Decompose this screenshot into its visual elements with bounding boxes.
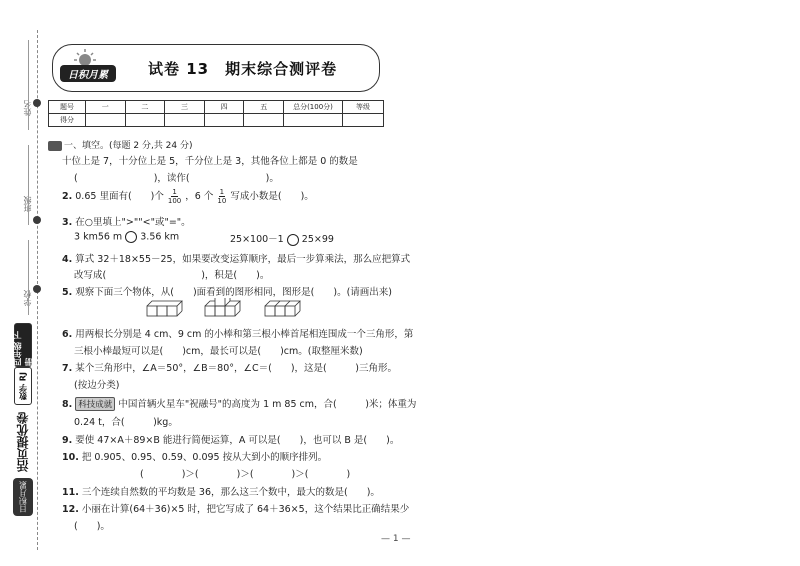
name-write-line xyxy=(28,40,29,130)
question-number: 2. xyxy=(62,191,73,202)
question-text: 观察下面三个物体，从( )面看到的图形相同，图形是( )。(请画出来) xyxy=(75,287,393,298)
question-1-line-2 xyxy=(74,170,279,184)
name-label: 姓名 xyxy=(23,100,32,116)
question-number: 11. xyxy=(62,487,79,498)
question-12-line-2 xyxy=(74,518,110,532)
question-1-line-1 xyxy=(62,153,358,167)
side-logo: 日积月累 xyxy=(13,478,33,516)
question-text: 要使 47×A＋89×B 能进行简便运算，A 可以是( )，也可以 B 是( )。 xyxy=(75,435,400,446)
brand-logo xyxy=(60,48,116,86)
score-row-label: 得分 xyxy=(49,114,86,127)
question-text: 把 0.905、0.95、0.59、0.095 按从大到小的顺序排列。 xyxy=(81,452,328,463)
answer-circle[interactable] xyxy=(125,231,137,243)
question-4-line-2 xyxy=(74,267,269,281)
question-3-compare-2 xyxy=(230,231,334,246)
cube-figure-2 xyxy=(205,298,240,316)
series-label: 活页提优卷 xyxy=(16,412,30,472)
question-7-line-1 xyxy=(62,360,397,374)
question-text: ( )＞( )＞( )＞( ) xyxy=(140,469,351,480)
page-number: — 1 — xyxy=(381,534,411,544)
section-marker xyxy=(48,141,62,151)
question-3-compare-1 xyxy=(74,231,179,243)
question-text: 十位上是 7，十分位上是 5，千分位上是 3，其他各位上都是 0 的数是 xyxy=(62,156,358,167)
score-table xyxy=(48,100,384,127)
question-12-line-1 xyxy=(62,501,409,515)
question-text: 用两根长分别是 4 cm、9 cm 的小棒和第三根小棒首尾相连围成一个三角形，第 xyxy=(75,329,414,340)
question-text: 三个连续自然数的平均数是 36，那么这三个数中，最大的数是( )。 xyxy=(81,487,380,498)
question-3 xyxy=(62,214,191,228)
question-text: ，6 个 xyxy=(185,191,214,202)
fraction-numerator: 1 xyxy=(219,188,225,196)
score-header-cell: 题号 xyxy=(49,101,86,114)
question-6-line-2 xyxy=(74,343,363,357)
compare-left: 3 km56 m xyxy=(74,231,123,243)
question-4-line-1 xyxy=(62,251,410,265)
score-header-cell: 一 xyxy=(86,101,126,114)
question-8-line-1 xyxy=(62,396,416,411)
compare-right: 3.56 km xyxy=(140,231,180,243)
question-text: 中国首辆火星车"祝融号"的高度为 1 m 85 cm，合( )米；体重为 xyxy=(118,399,417,410)
question-text: ( )，读作( )。 xyxy=(74,173,279,184)
question-11 xyxy=(62,484,380,498)
question-9 xyxy=(62,432,399,446)
score-cell[interactable] xyxy=(343,114,384,127)
question-text: ( )。 xyxy=(74,521,110,532)
question-10-line-2 xyxy=(140,466,350,480)
school-label: 学校 xyxy=(23,290,32,306)
page-title: 试卷 13 期末综合测评卷 xyxy=(148,60,338,78)
question-number: 9. xyxy=(62,435,73,446)
question-text: 小丽在计算(64＋36)×5 时，把它写成了 64＋36×5，这个结果比正确结果少 xyxy=(81,504,410,515)
question-text: (按边分类) xyxy=(74,380,120,391)
question-6-line-1 xyxy=(62,326,413,340)
score-cell[interactable] xyxy=(244,114,284,127)
score-header-cell: 三 xyxy=(165,101,205,114)
score-cell[interactable] xyxy=(125,114,165,127)
score-cell[interactable] xyxy=(165,114,205,127)
fraction-denominator: 10 xyxy=(217,197,227,205)
class-label: 班级 xyxy=(23,196,32,212)
cube-figures xyxy=(145,298,355,320)
section-label: 一、填空。(每题 2 分,共 24 分) xyxy=(64,141,193,151)
question-number: 5. xyxy=(62,287,73,298)
compare-right: 25×99 xyxy=(301,234,334,245)
question-text: 写成小数是( )。 xyxy=(230,191,314,202)
school-write-line xyxy=(28,240,29,315)
score-header-cell: 总分(100分) xyxy=(284,101,343,114)
logo-text: 日积月累 xyxy=(60,65,116,82)
section-header xyxy=(48,138,193,151)
score-header-cell: 五 xyxy=(244,101,284,114)
question-text: 三根小棒最短可以是( )cm，最长可以是( )cm。(取整厘米数) xyxy=(74,346,363,357)
question-text: 0.65 里面有( )个 xyxy=(75,191,164,202)
question-number: 12. xyxy=(62,504,79,515)
sun-icon xyxy=(74,48,96,66)
score-header-cell: 二 xyxy=(125,101,165,114)
score-cell[interactable] xyxy=(204,114,244,127)
cube-figure-3 xyxy=(265,301,300,316)
question-number: 10. xyxy=(62,452,79,463)
question-text: 某个三角形中，∠A＝50°，∠B＝80°，∠C＝( )，这是( )三角形。 xyxy=(75,363,397,374)
binding-hole xyxy=(33,99,41,107)
score-header-cell: 等级 xyxy=(343,101,384,114)
class-write-line xyxy=(28,145,29,225)
question-10-line-1 xyxy=(62,449,327,463)
question-text: 改写成( )，积是( )。 xyxy=(74,270,270,281)
grade-badge: 四年级 下册 xyxy=(14,323,32,367)
question-number: 8. xyxy=(62,399,73,410)
question-number: 7. xyxy=(62,363,73,374)
answer-circle[interactable] xyxy=(287,234,299,246)
tech-achievement-tag: 科技成就 xyxy=(75,397,115,411)
question-text: 0.24 t，合( )kg。 xyxy=(74,417,178,428)
question-2 xyxy=(62,188,314,205)
score-cell[interactable] xyxy=(86,114,126,127)
compare-left: 25×100－1 xyxy=(230,234,284,245)
question-text: 算式 32＋18×55－25，如果要改变运算顺序，最后一步算乘法，那么应把算式 xyxy=(75,254,411,265)
binding-hole xyxy=(33,216,41,224)
fraction xyxy=(217,188,226,205)
fraction-denominator: 100 xyxy=(167,197,182,205)
binding-hole xyxy=(33,285,41,293)
cube-figure-1 xyxy=(147,301,182,316)
score-cell[interactable] xyxy=(284,114,343,127)
question-number: 6. xyxy=(62,329,73,340)
question-number: 3. xyxy=(62,217,73,228)
score-header-row xyxy=(49,101,384,114)
fraction xyxy=(168,188,181,205)
score-header-cell: 四 xyxy=(204,101,244,114)
question-5 xyxy=(62,284,392,298)
fraction-numerator: 1 xyxy=(172,188,177,196)
score-row xyxy=(49,114,384,127)
question-text: 在○里填上">""<"或"="。 xyxy=(75,217,191,228)
question-7-line-2 xyxy=(74,377,119,391)
subject-badge: 数学 RJ xyxy=(14,367,32,405)
question-number: 4. xyxy=(62,254,73,265)
question-8-line-2 xyxy=(74,414,178,428)
